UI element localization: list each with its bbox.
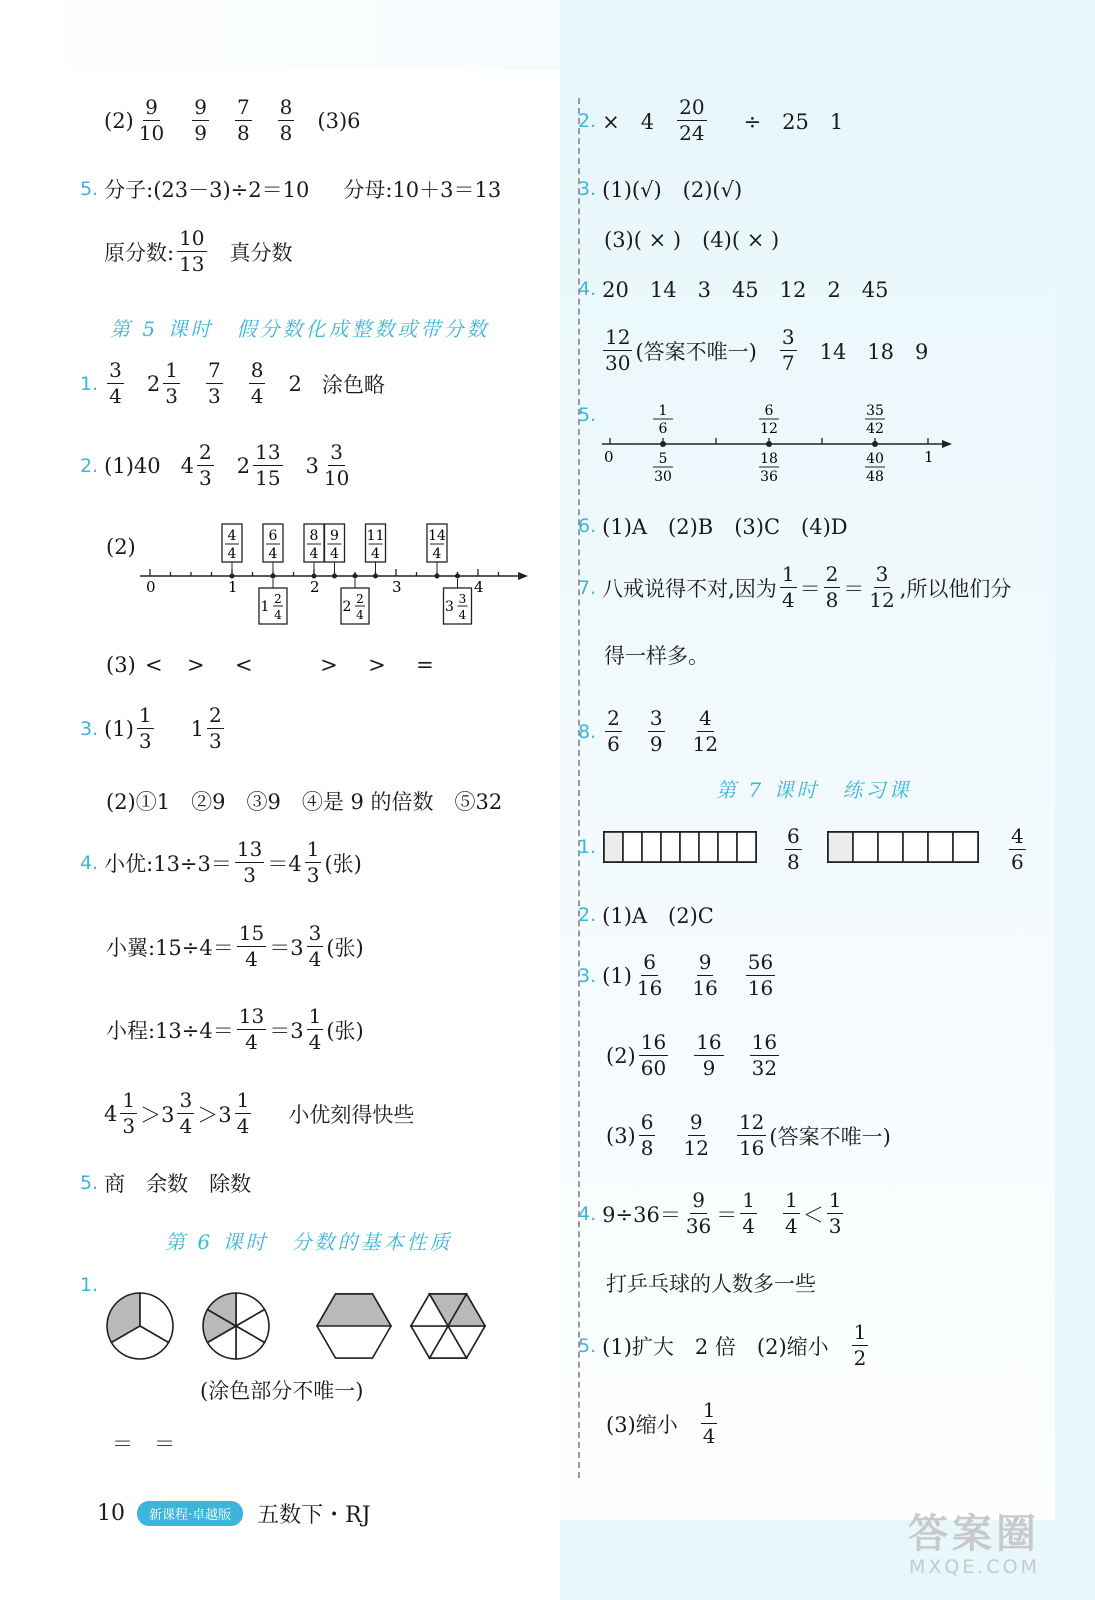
answer-text: ＝3 <box>269 1018 304 1043</box>
number-line-0-4 <box>130 520 540 630</box>
fraction: 13 4 <box>238 1004 265 1054</box>
fraction-denominator: 48 <box>866 469 884 485</box>
fraction-numerator: 2 <box>274 592 282 606</box>
fraction-denominator: 4 <box>330 546 339 562</box>
answer-text: (3)( × ) (4)( × ) <box>604 228 780 252</box>
fraction: 4 6 <box>1011 824 1024 874</box>
fraction-numerator: 40 <box>866 451 884 467</box>
answer-text: ＝ ＝ <box>112 1432 175 1456</box>
axis-arrow <box>942 440 952 448</box>
fraction: 16 60 <box>640 1030 667 1080</box>
fraction: 12 30 <box>605 325 631 375</box>
grid-bar-cell <box>928 832 953 862</box>
lesson5-answer-1 <box>80 358 385 409</box>
lesson5-answer-5 <box>80 1168 251 1198</box>
fraction: 15 4 <box>238 921 265 971</box>
answer-text: ＝ <box>716 1202 738 1227</box>
lesson5-answer-3-2 <box>106 786 502 816</box>
fraction-denominator: 4 <box>309 546 319 562</box>
answer-text: 分子:(23－3)÷2＝10 <box>104 178 310 202</box>
fraction-denominator: 6 <box>658 421 668 437</box>
item-label: (2) <box>606 1043 636 1068</box>
grid-bar-cell <box>878 832 903 862</box>
fraction: 1 4 <box>236 1088 250 1138</box>
question-number: 4. <box>578 278 597 300</box>
fraction: 1 4 <box>742 1188 756 1238</box>
question-number: 2. <box>578 904 597 926</box>
section-heading-5: 第 5 课时 假分数化成整数或带分数 <box>110 317 490 341</box>
shaded-shapes <box>100 1282 500 1372</box>
fraction: 1 3 <box>138 703 152 753</box>
answer-text: ,所以他们分 <box>899 576 1012 601</box>
answer-text: 原分数: <box>104 240 175 265</box>
fraction: 13 3 <box>236 837 263 887</box>
tick-label: 2 <box>310 578 320 596</box>
section-heading-7: 第 7 课时 练习课 <box>716 778 912 802</box>
answer-text: 9÷36＝ <box>602 1202 681 1227</box>
point-marker <box>872 441 878 447</box>
item-label: (3) <box>606 1123 636 1148</box>
question-number: 5. <box>578 404 597 426</box>
point-marker <box>766 441 772 447</box>
answer-text: 14 18 9 <box>819 339 929 364</box>
r7-answer-3-2 <box>606 1030 782 1081</box>
question-number: 1. <box>578 836 597 858</box>
fraction: 7 8 <box>236 95 250 145</box>
fraction-numerator: 4 <box>227 528 237 544</box>
fraction-numerator: 14 <box>428 528 446 544</box>
whole-number: 2 <box>236 453 251 478</box>
lesson6-answer-2 <box>112 1428 175 1458</box>
fraction-denominator: 4 <box>268 546 278 562</box>
grid-bar-cell <box>623 832 642 862</box>
question-number: 1. <box>80 372 99 395</box>
answer-text: 打乒乓球的人数多一些 <box>606 1272 816 1296</box>
answer-text: 20 14 3 45 12 2 45 <box>602 278 889 302</box>
question-number: 5. <box>80 178 99 200</box>
grid-bar-cell <box>953 832 978 862</box>
question-number: 5. <box>80 1172 99 1194</box>
fraction-denominator: 4 <box>432 546 442 562</box>
grid-bar-cell <box>642 832 661 862</box>
question-number: 5. <box>578 1334 597 1357</box>
lesson5-answer-2-3 <box>106 653 434 677</box>
answer-text: 涂色略 <box>321 372 385 397</box>
r7-answer-5 <box>578 1320 871 1371</box>
question-number: 3. <box>578 178 597 200</box>
fraction: 8 8 <box>279 95 293 145</box>
fraction-denominator: 4 <box>356 608 364 622</box>
r-answer-4 <box>578 274 888 304</box>
tick-label: 4 <box>474 578 484 596</box>
question-number: 8. <box>578 720 597 743</box>
tick-label: 1 <box>228 578 238 596</box>
answer-text: × 4 <box>602 109 655 134</box>
fraction: 7 3 <box>207 358 221 408</box>
r7-answer-3-3 <box>606 1110 891 1161</box>
comparison-sign: > <box>320 653 338 677</box>
question-number: 4. <box>578 1202 597 1225</box>
tick-label: 0 <box>604 448 614 466</box>
fraction: 3 9 <box>649 706 663 756</box>
fraction: 3 7 <box>781 325 795 375</box>
fraction-denominator: 4 <box>458 608 467 622</box>
fraction-denominator: 4 <box>274 608 282 622</box>
fraction: 1 4 <box>702 1398 716 1448</box>
point-marker <box>435 574 440 579</box>
lesson6-note <box>200 1375 363 1405</box>
answer-text: (3)缩小 <box>606 1412 678 1437</box>
fraction: 9 16 <box>692 950 718 1000</box>
answer-text: 商 余数 除数 <box>104 1172 252 1196</box>
fraction-numerator: 5 <box>658 451 668 467</box>
r-answer-7b <box>604 640 709 670</box>
fraction: 9 12 <box>683 1110 709 1160</box>
question-number: 4. <box>80 851 99 874</box>
fraction: 1 4 <box>781 562 795 612</box>
fraction: 1 3 <box>306 837 320 887</box>
r7-answer-1 <box>578 836 602 858</box>
unit-label: (张) <box>326 935 364 960</box>
fraction-numerator: 8 <box>309 528 319 544</box>
r-answer-3b <box>604 224 779 254</box>
point-marker <box>271 574 276 579</box>
fraction: 16 32 <box>751 1030 778 1080</box>
r-answer-8 <box>578 706 723 757</box>
grid-bar-cell <box>737 832 756 862</box>
mixed-whole: 3 <box>445 599 454 615</box>
fraction: 13 15 <box>255 440 281 490</box>
answer-text: (1)A (2)C <box>602 904 714 928</box>
fraction: 6 16 <box>636 950 663 1000</box>
fraction: 1 4 <box>785 1188 798 1238</box>
fraction: 9 10 <box>138 95 165 145</box>
question-number: 2. <box>578 109 597 132</box>
grid-bar-cell <box>699 832 718 862</box>
watermark <box>908 1512 1040 1578</box>
unit-label: (张) <box>326 1018 364 1043</box>
fraction: 2 3 <box>198 440 212 490</box>
fraction: 6 8 <box>787 824 800 874</box>
fraction: 1 2 <box>853 1320 867 1370</box>
fraction: 1 3 <box>828 1188 842 1238</box>
answer-text: 分母:10＋3＝13 <box>343 178 502 202</box>
answer-4-2 <box>104 95 361 146</box>
fraction-denominator: 42 <box>866 421 884 437</box>
fraction: 3 12 <box>869 562 895 612</box>
tick-label: 3 <box>392 578 402 596</box>
lesson5-answer-3 <box>80 703 227 754</box>
r7-answer-4b <box>606 1268 816 1298</box>
fraction-denominator: 30 <box>654 469 672 485</box>
lesson5-answer-4a <box>80 837 362 888</box>
lesson5-answer-4b <box>106 921 364 972</box>
shaded-half <box>317 1294 391 1326</box>
whole-number: 1 <box>190 716 204 741</box>
fraction-denominator: 4 <box>227 546 237 562</box>
question-number: 7. <box>578 576 597 599</box>
item-label: (1) <box>602 963 632 988</box>
answer-text: (涂色部分不唯一) <box>200 1379 364 1403</box>
fraction-denominator: 36 <box>760 469 778 485</box>
fraction-numerator: 35 <box>866 403 884 419</box>
answer-5 <box>80 174 501 204</box>
answer-text: 2 <box>288 371 302 396</box>
tick-label: 0 <box>146 578 156 596</box>
whole-number: 4 <box>180 453 194 478</box>
whole-number: 3 <box>305 453 319 478</box>
item-label: (1) <box>104 716 134 741</box>
right-edge-band <box>1055 70 1095 1600</box>
fraction-numerator: 11 <box>366 528 385 544</box>
fraction: 16 9 <box>696 1030 722 1080</box>
point-marker <box>312 574 317 579</box>
mixed-whole: 2 <box>342 599 352 615</box>
page-footer <box>97 1498 371 1529</box>
comparison-sign: = <box>416 653 434 677</box>
comparison-sign: < <box>234 653 253 677</box>
fraction: 4 12 <box>692 706 719 756</box>
whole-number: 2 <box>146 371 161 396</box>
grid-bar-cell <box>661 832 680 862</box>
comparison-sign: < <box>144 653 163 677</box>
fraction: 3 4 <box>179 1088 193 1138</box>
comparison-text: ＞3 <box>197 1102 232 1127</box>
fraction-numerator: 18 <box>760 451 778 467</box>
axis-arrow <box>518 572 528 580</box>
point-marker <box>230 574 235 579</box>
answer-5-result <box>104 226 293 277</box>
comparison-sign: > <box>368 653 386 677</box>
answer-text: 八戒说得不对,因为 <box>602 576 777 601</box>
answer-text: 小优:13÷3＝ <box>104 851 232 876</box>
fraction: 9 36 <box>685 1188 712 1238</box>
answer-text: (答案不唯一) <box>635 339 757 364</box>
column-divider <box>578 98 580 1478</box>
fraction-denominator: 12 <box>760 421 778 437</box>
watermark-sub: MXQE.COM <box>908 1556 1040 1578</box>
fraction: 20 24 <box>679 95 705 145</box>
fraction: 2 8 <box>825 562 839 612</box>
fraction-numerator: 3 <box>458 592 467 606</box>
answer-text: (1)40 <box>104 453 161 478</box>
point-marker <box>660 441 666 447</box>
lesson5-answer-4d <box>104 1088 414 1139</box>
answer-text: (2)①1 ②9 ③9 ④是 9 的倍数 ⑤32 <box>106 790 503 814</box>
grid-bar-cell <box>853 832 878 862</box>
answer-text: ＝4 <box>267 851 302 876</box>
r-answer-7 <box>578 562 1011 613</box>
comparison-text: ＞3 <box>140 1102 175 1127</box>
number-line-0-1 <box>596 400 956 492</box>
watermark-main: 答案圈 <box>908 1511 1040 1557</box>
r7-answer-1-frac1 <box>782 824 805 875</box>
book-label: 五数下・RJ <box>257 1503 371 1528</box>
fraction-numerator: 1 <box>658 403 668 419</box>
fraction: 6 8 <box>640 1110 654 1160</box>
fraction: 1 3 <box>122 1088 136 1138</box>
series-badge: 新课程·卓越版 <box>137 1501 243 1526</box>
item-label: (3)6 <box>317 108 361 133</box>
fraction: 1 4 <box>308 1004 322 1054</box>
r-answer-4b <box>600 325 928 376</box>
item-label: (2) <box>104 108 134 133</box>
grid-bar-cell <box>828 832 853 862</box>
point-marker <box>455 574 460 579</box>
point-marker <box>353 574 358 579</box>
section-heading-6: 第 6 课时 分数的基本性质 <box>165 1230 453 1254</box>
question-number: 6. <box>578 515 597 537</box>
answer-text: ＝ <box>843 576 865 601</box>
fraction: 3 4 <box>308 921 322 971</box>
tick-label: 1 <box>924 448 934 466</box>
point-marker <box>373 574 378 579</box>
question-number: 3. <box>578 964 597 987</box>
r7-answer-4 <box>578 1188 846 1239</box>
r7-answer-5-3 <box>606 1398 720 1449</box>
unit-label: (张) <box>324 851 362 876</box>
r7-answer-2 <box>578 900 714 930</box>
fraction-numerator: 2 <box>356 592 364 606</box>
grid-bar-cell <box>604 832 623 862</box>
item-label: (3) <box>106 653 136 677</box>
grid-bar-8 <box>602 826 772 874</box>
answer-text: (1)(√) (2)(√) <box>602 178 743 202</box>
lesson5-answer-4c <box>106 1004 364 1055</box>
r-answer-3 <box>578 174 742 204</box>
answer-text: ＜ <box>802 1202 824 1227</box>
grid-bar-cell <box>718 832 737 862</box>
whole-number: 4 <box>104 1101 118 1126</box>
fraction-numerator: 6 <box>764 403 774 419</box>
r7-answer-3-1 <box>578 950 778 1001</box>
answer-text: 小翼:15÷4＝ <box>106 935 234 960</box>
lesson5-answer-2 <box>80 440 354 491</box>
grid-bar-cell <box>680 832 699 862</box>
answer-text: 得一样多。 <box>604 644 709 668</box>
answer-text: 小程:13÷4＝ <box>106 1018 234 1043</box>
answer-text: 小优刻得快些 <box>288 1102 415 1127</box>
answer-text: (答案不唯一) <box>769 1124 891 1149</box>
question-number: 3. <box>80 717 99 740</box>
point-marker <box>332 574 337 579</box>
question-number: 2. <box>80 454 99 477</box>
page-number: 10 <box>97 1501 125 1526</box>
r7-answer-1-frac2 <box>1006 824 1029 875</box>
answer-text: ÷ 25 1 <box>743 109 844 134</box>
answer-text: ＝ <box>799 576 821 601</box>
fraction: 56 16 <box>747 950 774 1000</box>
answer-text: (1)扩大 2 倍 (2)缩小 <box>602 1334 829 1359</box>
fraction: 3 10 <box>323 440 350 490</box>
fraction-denominator: 4 <box>371 546 380 562</box>
item-label: (2) <box>106 535 136 559</box>
answer-text: ＝3 <box>269 935 304 960</box>
fraction: 2 6 <box>607 706 620 756</box>
fraction: 12 16 <box>738 1110 765 1160</box>
fraction: 2 3 <box>209 703 222 753</box>
answer-text: 真分数 <box>229 240 293 265</box>
mixed-whole: 1 <box>260 599 270 615</box>
fraction: 9 9 <box>194 95 207 145</box>
r-answer-2 <box>578 95 843 146</box>
question-number: 1. <box>80 1274 99 1296</box>
answer-text: (1)A (2)B (3)C (4)D <box>602 515 848 539</box>
comparison-sign: > <box>186 653 205 677</box>
fraction: 3 4 <box>109 358 122 408</box>
fraction: 8 4 <box>250 358 264 408</box>
fraction: 10 13 <box>179 226 205 276</box>
fraction: 1 3 <box>165 358 178 408</box>
fraction-numerator: 6 <box>268 528 278 544</box>
fraction-numerator: 9 <box>330 528 339 544</box>
r-answer-6 <box>578 511 848 541</box>
grid-bar-cell <box>903 832 928 862</box>
grid-bar-6 <box>826 826 996 874</box>
